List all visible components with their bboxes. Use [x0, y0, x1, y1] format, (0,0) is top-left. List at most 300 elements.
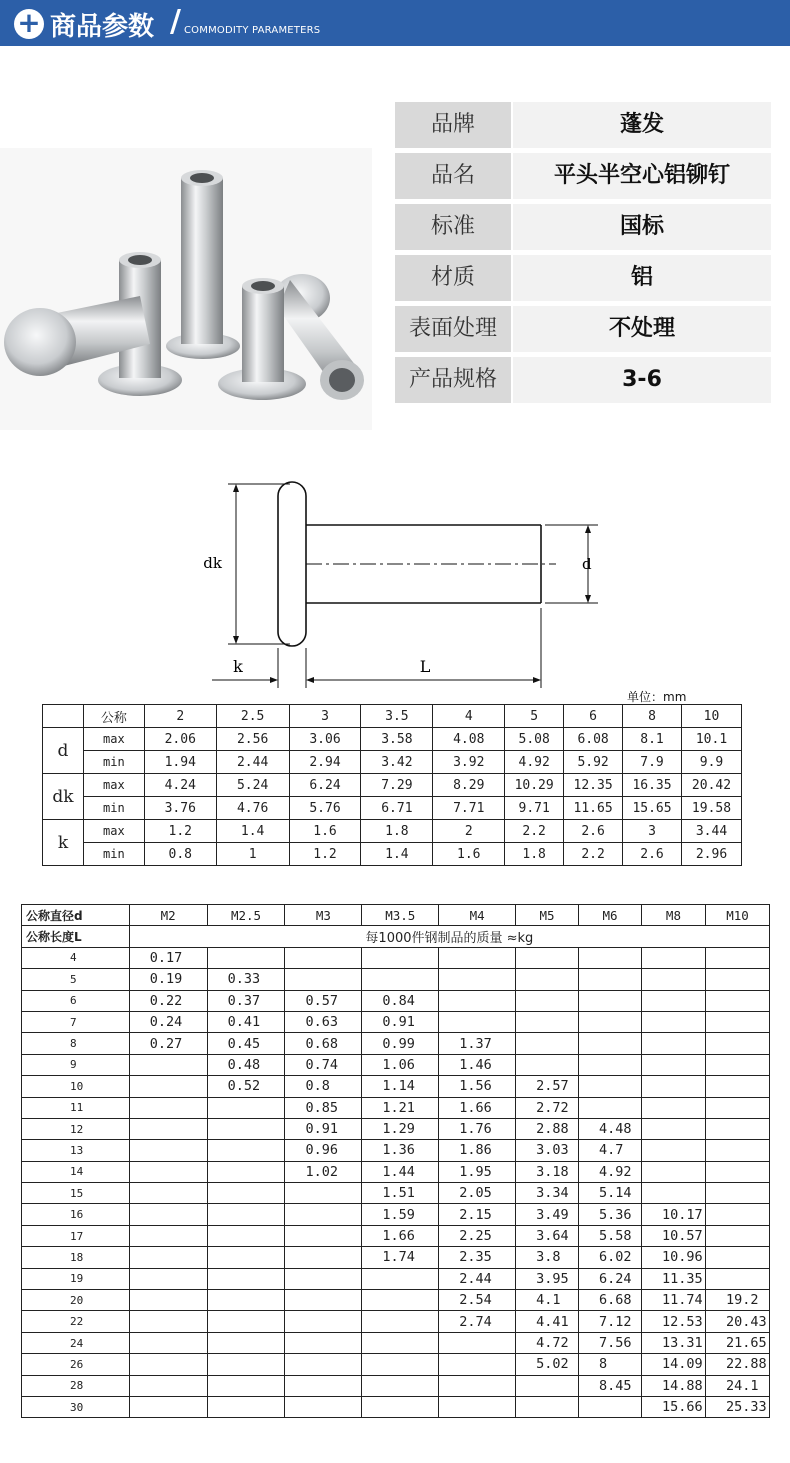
weights-cell: [705, 1225, 769, 1246]
weights-cell: [641, 1076, 705, 1097]
section-slash: /: [170, 4, 181, 39]
weights-cell: 8.45: [579, 1375, 642, 1396]
weights-length: 15: [22, 1183, 130, 1204]
weights-size-header: M10: [705, 905, 769, 926]
weights-row: [22, 1054, 770, 1075]
param-key: 标准: [395, 204, 511, 250]
weights-cell: 1.44: [362, 1161, 439, 1182]
dims-row: [43, 797, 742, 820]
label-dk: dk: [203, 554, 222, 572]
weights-cell: 1.36: [362, 1140, 439, 1161]
dims-cell: 6.08: [564, 728, 623, 751]
weights-row: [22, 1033, 770, 1054]
weights-cell: [641, 1161, 705, 1182]
weights-cell: [516, 1054, 579, 1075]
weights-cell: 2.54: [439, 1290, 516, 1311]
weights-cell: [207, 1268, 285, 1289]
weights-cell: [285, 1183, 362, 1204]
dims-cell: 5.24: [216, 774, 289, 797]
weights-cell: 3.03: [516, 1140, 579, 1161]
weights-length: 10: [22, 1076, 130, 1097]
weights-cell: [129, 1268, 207, 1289]
weights-row: [22, 1225, 770, 1246]
weights-row: [22, 1076, 770, 1097]
dims-cell: 4.92: [505, 751, 564, 774]
param-row: [395, 102, 771, 148]
weights-row: [22, 990, 770, 1011]
weights-cell: 6.02: [579, 1247, 642, 1268]
weights-caption: 每1000件钢制品的质量 ≈kg: [129, 926, 769, 947]
weights-cell: 11.35: [641, 1268, 705, 1289]
weights-cell: [516, 969, 579, 990]
dims-cell: 1.8: [361, 820, 433, 843]
weights-cell: [579, 969, 642, 990]
weights-cell: 0.22: [129, 990, 207, 1011]
dims-cell: 1.4: [216, 820, 289, 843]
dims-cell: 1.6: [433, 843, 505, 866]
dims-row: [43, 820, 742, 843]
weights-cell: [516, 990, 579, 1011]
dims-cell: 1.6: [289, 820, 361, 843]
weights-length: 22: [22, 1311, 130, 1332]
weights-length: 24: [22, 1332, 130, 1353]
weights-cell: [705, 947, 769, 968]
dims-cell: 2.6: [623, 843, 682, 866]
weights-cell: 1.56: [439, 1076, 516, 1097]
weights-cell: [641, 990, 705, 1011]
dims-size-header: 4: [433, 705, 505, 728]
weights-cell: 0.52: [207, 1076, 285, 1097]
weights-cell: 22.88: [705, 1354, 769, 1375]
weights-cell: [705, 969, 769, 990]
weights-cell: 12.53: [641, 1311, 705, 1332]
weights-cell: 1.21: [362, 1097, 439, 1118]
weights-cell: 15.66: [641, 1396, 705, 1417]
weights-length: 13: [22, 1140, 130, 1161]
weights-cell: [439, 1375, 516, 1396]
weights-cell: [207, 1311, 285, 1332]
param-row: [395, 255, 771, 301]
weights-cell: 2.57: [516, 1076, 579, 1097]
weights-cell: 10.57: [641, 1225, 705, 1246]
weights-cell: [129, 1140, 207, 1161]
dims-cell: 2.56: [216, 728, 289, 751]
weights-cell: 0.17: [129, 947, 207, 968]
weights-cell: 10.96: [641, 1247, 705, 1268]
weights-cell: [439, 947, 516, 968]
weights-cell: [705, 1161, 769, 1182]
dims-cell: 3.44: [682, 820, 742, 843]
param-row: [395, 153, 771, 199]
weights-cell: [705, 1183, 769, 1204]
weights-cell: 4.1: [516, 1290, 579, 1311]
weights-cell: 2.35: [439, 1247, 516, 1268]
weights-label-L: 公称长度L: [22, 926, 130, 947]
weights-cell: 3.64: [516, 1225, 579, 1246]
weights-cell: [207, 947, 285, 968]
param-value: 国标: [513, 204, 771, 250]
weights-cell: 1.95: [439, 1161, 516, 1182]
weights-cell: [439, 1396, 516, 1417]
weights-cell: [579, 1097, 642, 1118]
weights-cell: [129, 1247, 207, 1268]
label-k: k: [233, 657, 243, 676]
weights-cell: 0.74: [285, 1054, 362, 1075]
weights-cell: [129, 1076, 207, 1097]
weights-cell: [362, 1311, 439, 1332]
weights-cell: [705, 1011, 769, 1032]
dims-header-label: 公称: [83, 705, 144, 728]
weights-row: [22, 1354, 770, 1375]
dims-cell: 1: [216, 843, 289, 866]
param-key: 材质: [395, 255, 511, 301]
weights-row: [22, 1140, 770, 1161]
weights-cell: [285, 1311, 362, 1332]
dims-cell: 4.08: [433, 728, 505, 751]
weights-cell: [705, 1097, 769, 1118]
weights-length: 14: [22, 1161, 130, 1182]
weights-cell: [705, 1247, 769, 1268]
weights-cell: [439, 990, 516, 1011]
weights-cell: [362, 1396, 439, 1417]
dims-cell: 3.76: [144, 797, 216, 820]
dims-group-label: d: [43, 728, 84, 774]
section-subtitle: COMMODITY PARAMETERS: [184, 25, 321, 36]
weights-cell: 2.74: [439, 1311, 516, 1332]
weights-cell: [207, 1161, 285, 1182]
weights-cell: [641, 1118, 705, 1139]
param-value: 不处理: [513, 306, 771, 352]
rivet-dimension-drawing: [0, 470, 790, 700]
weights-cell: [439, 1354, 516, 1375]
weights-cell: 3.95: [516, 1268, 579, 1289]
dims-cell: 5.76: [289, 797, 361, 820]
weights-cell: 1.59: [362, 1204, 439, 1225]
weights-cell: [207, 1204, 285, 1225]
dims-cell: 6.24: [289, 774, 361, 797]
weights-cell: [641, 1054, 705, 1075]
weights-cell: [285, 1354, 362, 1375]
weights-cell: [579, 1076, 642, 1097]
weights-length: 12: [22, 1118, 130, 1139]
weights-cell: [129, 1183, 207, 1204]
weights-row: [22, 1268, 770, 1289]
weights-cell: 0.41: [207, 1011, 285, 1032]
weights-cell: [285, 969, 362, 990]
weights-cell: [129, 1118, 207, 1139]
plus-icon: +: [14, 9, 44, 39]
dims-cell: 3: [623, 820, 682, 843]
weights-cell: [129, 1054, 207, 1075]
product-photo: [0, 148, 372, 430]
weights-cell: [362, 969, 439, 990]
weights-cell: 6.68: [579, 1290, 642, 1311]
weights-cell: [579, 1033, 642, 1054]
param-key: 品牌: [395, 102, 511, 148]
weights-cell: [579, 1011, 642, 1032]
weights-cell: [516, 1011, 579, 1032]
weights-cell: [516, 947, 579, 968]
weights-cell: 19.2: [705, 1290, 769, 1311]
weights-cell: [439, 1011, 516, 1032]
weights-cell: [285, 1225, 362, 1246]
weights-cell: [641, 1140, 705, 1161]
weights-length: 28: [22, 1375, 130, 1396]
weights-cell: [129, 1225, 207, 1246]
weights-cell: 20.43: [705, 1311, 769, 1332]
weights-cell: [129, 1354, 207, 1375]
weights-cell: 1.66: [362, 1225, 439, 1246]
weights-row: [22, 1375, 770, 1396]
weights-cell: 0.99: [362, 1033, 439, 1054]
dims-size-header: 6: [564, 705, 623, 728]
weights-length: 16: [22, 1204, 130, 1225]
weights-length: 9: [22, 1054, 130, 1075]
weights-length: 17: [22, 1225, 130, 1246]
section-header: [0, 0, 790, 46]
dims-cell: 4.76: [216, 797, 289, 820]
weights-cell: 21.65: [705, 1332, 769, 1353]
dims-cell: 11.65: [564, 797, 623, 820]
dims-cell: 1.94: [144, 751, 216, 774]
dims-cell: 3.06: [289, 728, 361, 751]
dims-cell: 1.2: [144, 820, 216, 843]
weights-cell: [439, 1332, 516, 1353]
weights-length: 7: [22, 1011, 130, 1032]
weights-cell: 3.8: [516, 1247, 579, 1268]
weights-cell: 0.24: [129, 1011, 207, 1032]
dims-size-header: 3: [289, 705, 361, 728]
weights-length: 20: [22, 1290, 130, 1311]
weights-cell: 1.46: [439, 1054, 516, 1075]
weights-cell: [207, 1332, 285, 1353]
weights-cell: [641, 969, 705, 990]
weights-cell: 0.63: [285, 1011, 362, 1032]
weights-cell: [705, 1140, 769, 1161]
weights-cell: 0.45: [207, 1033, 285, 1054]
weights-length: 5: [22, 969, 130, 990]
weights-cell: [439, 969, 516, 990]
weights-cell: [362, 1354, 439, 1375]
dims-cell: 5.92: [564, 751, 623, 774]
weights-cell: 14.88: [641, 1375, 705, 1396]
weights-cell: 14.09: [641, 1354, 705, 1375]
dims-cell: 3.42: [361, 751, 433, 774]
weights-cell: [285, 1332, 362, 1353]
param-value: 铝: [513, 255, 771, 301]
weights-cell: [207, 1225, 285, 1246]
weights-cell: [129, 1375, 207, 1396]
dims-cell: 3.92: [433, 751, 505, 774]
dims-sub-label: max: [83, 728, 144, 751]
dims-cell: 20.42: [682, 774, 742, 797]
weights-length: 30: [22, 1396, 130, 1417]
weights-cell: [129, 1332, 207, 1353]
dims-row: [43, 728, 742, 751]
weights-cell: 0.8: [285, 1076, 362, 1097]
dims-cell: 10.1: [682, 728, 742, 751]
weights-cell: 10.17: [641, 1204, 705, 1225]
weights-row: [22, 969, 770, 990]
weights-cell: 1.66: [439, 1097, 516, 1118]
weights-cell: 4.48: [579, 1118, 642, 1139]
dims-cell: 10.29: [505, 774, 564, 797]
dims-cell: 16.35: [623, 774, 682, 797]
dims-group-label: dk: [43, 774, 84, 820]
weights-cell: [207, 1183, 285, 1204]
weights-size-header: M2.5: [207, 905, 285, 926]
param-value: 平头半空心铝铆钉: [513, 153, 771, 199]
weights-length: 26: [22, 1354, 130, 1375]
weights-cell: 2.88: [516, 1118, 579, 1139]
weights-cell: 5.36: [579, 1204, 642, 1225]
weights-cell: 5.14: [579, 1183, 642, 1204]
weights-cell: 3.34: [516, 1183, 579, 1204]
weights-row: [22, 1247, 770, 1268]
dims-size-header: 3.5: [361, 705, 433, 728]
weights-cell: [362, 1290, 439, 1311]
weights-cell: 0.68: [285, 1033, 362, 1054]
weights-cell: 7.56: [579, 1332, 642, 1353]
weights-cell: [129, 1290, 207, 1311]
weights-cell: 1.37: [439, 1033, 516, 1054]
weights-cell: 2.25: [439, 1225, 516, 1246]
weights-cell: 3.18: [516, 1161, 579, 1182]
param-value: 3-6: [513, 357, 771, 403]
weights-cell: [516, 1375, 579, 1396]
weights-row: [22, 1161, 770, 1182]
weights-cell: 5.02: [516, 1354, 579, 1375]
weights-cell: [516, 1396, 579, 1417]
weights-cell: [207, 1354, 285, 1375]
weights-cell: 0.85: [285, 1097, 362, 1118]
dims-cell: 2.44: [216, 751, 289, 774]
weights-cell: [207, 1097, 285, 1118]
weights-cell: 4.72: [516, 1332, 579, 1353]
weights-cell: 6.24: [579, 1268, 642, 1289]
weight-table: [21, 904, 770, 1418]
dims-row: [43, 774, 742, 797]
weights-cell: [129, 1204, 207, 1225]
weights-cell: 25.33: [705, 1396, 769, 1417]
param-key: 产品规格: [395, 357, 511, 403]
weights-row: [22, 1183, 770, 1204]
weights-cell: 1.74: [362, 1247, 439, 1268]
weights-cell: [362, 1332, 439, 1353]
weights-cell: [207, 1290, 285, 1311]
weights-cell: 0.96: [285, 1140, 362, 1161]
weights-cell: 0.84: [362, 990, 439, 1011]
dims-size-header: 5: [505, 705, 564, 728]
weights-size-header: M4: [439, 905, 516, 926]
section-title: 商品参数: [50, 12, 155, 42]
weights-cell: [129, 1161, 207, 1182]
dims-sub-label: min: [83, 843, 144, 866]
weights-cell: [641, 947, 705, 968]
dims-cell: 2.96: [682, 843, 742, 866]
weights-cell: [641, 1033, 705, 1054]
weights-cell: [285, 1396, 362, 1417]
dims-cell: 9.9: [682, 751, 742, 774]
dims-cell: 0.8: [144, 843, 216, 866]
param-row: [395, 204, 771, 250]
dims-group-label: k: [43, 820, 84, 866]
weights-cell: 0.91: [285, 1118, 362, 1139]
weights-row: [22, 1204, 770, 1225]
weights-cell: 0.27: [129, 1033, 207, 1054]
weights-cell: [705, 1054, 769, 1075]
weights-size-header: M6: [579, 905, 642, 926]
dims-sub-label: min: [83, 797, 144, 820]
dims-cell: 1.2: [289, 843, 361, 866]
dims-row: [43, 843, 742, 866]
weights-cell: 13.31: [641, 1332, 705, 1353]
weights-cell: [285, 1204, 362, 1225]
dims-cell: 2: [433, 820, 505, 843]
dims-cell: 6.71: [361, 797, 433, 820]
weights-cell: [285, 1375, 362, 1396]
weights-row: [22, 1396, 770, 1417]
weights-cell: [705, 1268, 769, 1289]
weights-cell: 0.48: [207, 1054, 285, 1075]
param-row: [395, 357, 771, 403]
weights-cell: [207, 1396, 285, 1417]
weights-row: [22, 1011, 770, 1032]
dims-sub-label: max: [83, 820, 144, 843]
weights-cell: [579, 1396, 642, 1417]
weights-cell: 1.02: [285, 1161, 362, 1182]
weights-size-header: M8: [641, 905, 705, 926]
weights-cell: [579, 947, 642, 968]
weights-cell: 5.58: [579, 1225, 642, 1246]
dims-cell: 12.35: [564, 774, 623, 797]
weights-cell: [285, 1247, 362, 1268]
weights-length: 4: [22, 947, 130, 968]
dims-cell: 15.65: [623, 797, 682, 820]
weights-cell: [579, 1054, 642, 1075]
weights-cell: [641, 1097, 705, 1118]
weights-length: 11: [22, 1097, 130, 1118]
weights-cell: [285, 1268, 362, 1289]
weights-cell: 0.57: [285, 990, 362, 1011]
weights-cell: 1.29: [362, 1118, 439, 1139]
weights-row: [22, 1290, 770, 1311]
dims-cell: 8.29: [433, 774, 505, 797]
weights-cell: [641, 1011, 705, 1032]
dims-cell: 1.8: [505, 843, 564, 866]
dims-corner: [43, 705, 84, 728]
dims-sub-label: max: [83, 774, 144, 797]
weights-row: [22, 1311, 770, 1332]
dims-cell: 4.24: [144, 774, 216, 797]
weights-cell: 3.49: [516, 1204, 579, 1225]
weights-length: 8: [22, 1033, 130, 1054]
weights-label-d: 公称直径d: [22, 905, 130, 926]
weights-cell: 0.19: [129, 969, 207, 990]
weights-cell: [285, 1290, 362, 1311]
weights-size-header: M5: [516, 905, 579, 926]
dims-cell: 7.9: [623, 751, 682, 774]
weights-row: [22, 947, 770, 968]
dims-cell: 1.4: [361, 843, 433, 866]
parameter-table: [395, 102, 771, 408]
weights-cell: [516, 1033, 579, 1054]
weights-cell: 8: [579, 1354, 642, 1375]
weights-cell: 4.92: [579, 1161, 642, 1182]
label-d: d: [582, 555, 592, 573]
weights-cell: [705, 1033, 769, 1054]
weights-length: 19: [22, 1268, 130, 1289]
